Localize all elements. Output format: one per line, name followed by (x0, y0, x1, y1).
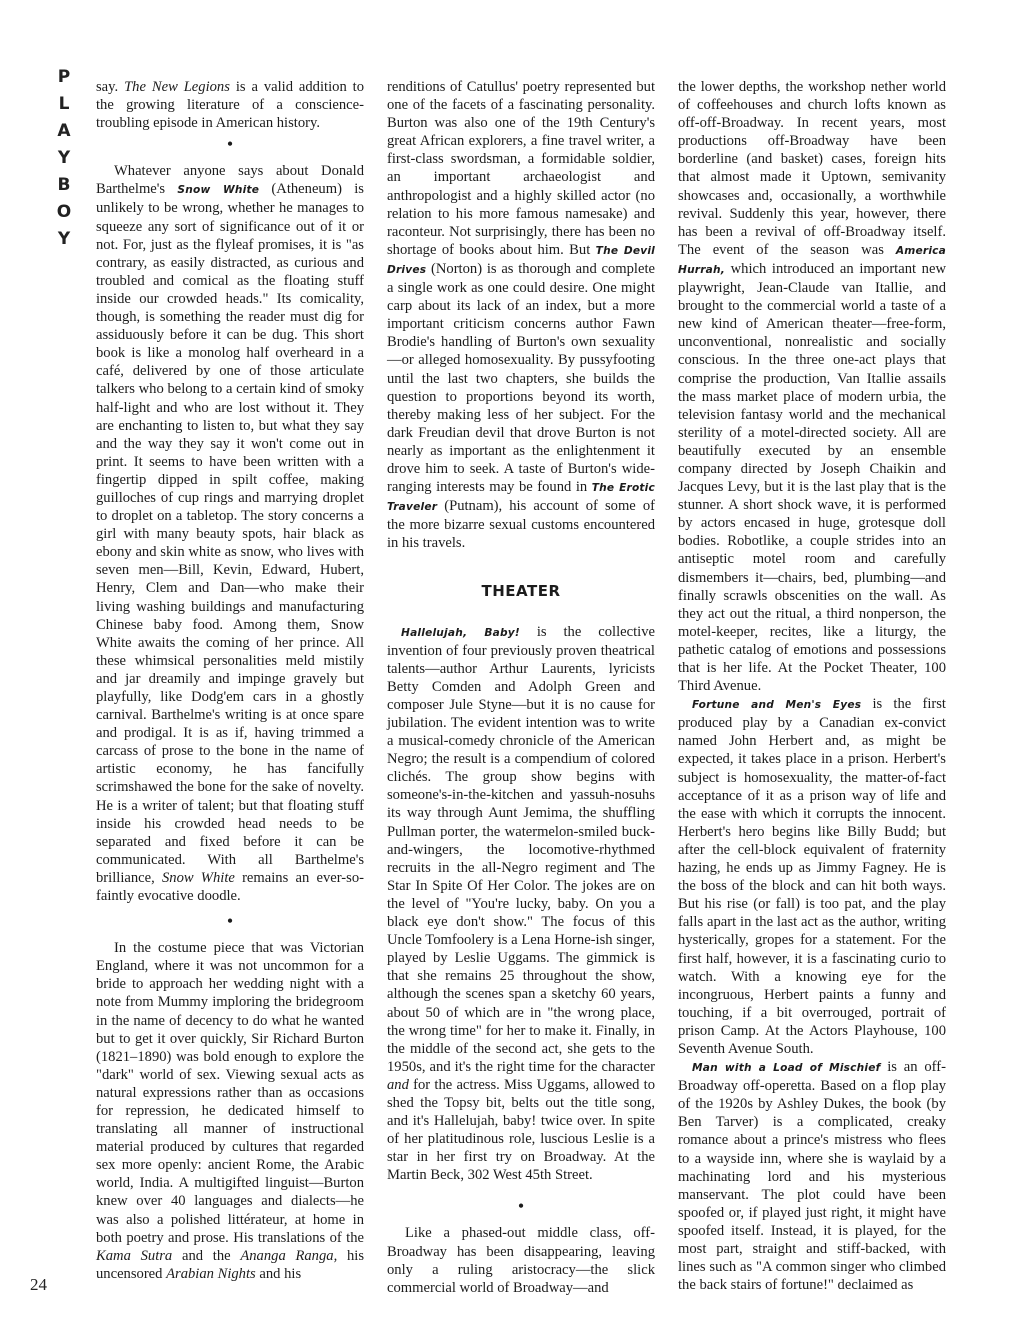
book-title: Kama Sutra (96, 1247, 173, 1264)
book-title: Arabian Nights (166, 1265, 256, 1282)
magazine-masthead (44, 64, 84, 304)
book-title: Snow White (161, 869, 235, 886)
book-title: Snow White (177, 184, 260, 197)
masthead-letter: L (58, 94, 70, 114)
paragraph: the lower depths, the workshop nether world of coffeehouses and church lofts known as off-off-Broadway. In recent years, most productions off-Broadway have been borderline (and basket) cases, foreign hits that almost made it Uptown, semivanity showcases and, occasionally, a worthwhile revival. Suddenly this year, however, there has been a revival of off-Broadway itself. The event of the season was America Hurrah, which introduced an important new playwright, Jean-Claude van Itallie, and brought to the commercial world a taste of a new kind of American theater—free-form, unconventional, nonrealistic and socially conscious. In the three one-act plays that comprise the production, Van Itallie assails the mass market place of modern urbia, the television fantasy world and the mechanical sterility of a motel-directed society. All are beautifully executed by an ensemble company directed by Joseph Chaikin and Jacques Levy, but it is the last play that is the stunner. A short shock wave, it is performed by actors encased in huge, grotesque doll bodies. Robotlike, a couple strides into an antiseptic motel room and carefully dismembers it—chairs, bed, plumbing—and finally scrawls obscenities on the wall. As they act out the ritual, a third nonperson, the motel-keeper, recites, like a liturgy, the pathetic catalog of emotions and possessions that is her life. At the Pocket Theater, 100 Third Avenue. (678, 79, 946, 695)
book-title: The New Legions (124, 79, 230, 95)
paragraph: Whatever anyone says about Donald Barthelme's Snow White (Atheneum) is unlikely to be wrong, whether he manages to squeeze any sort of significance out of it or not. For, just as the flyleaf promises, it is "as contrary, as easily distracted, as curious and troubled and comical as the floating stuff inside our crowded heads." Its comicality, though, is something the reader must dig for assiduously before it can be dug. This short book is like a monolog half overheard in a café, delivered by one of those articulate talkers who belong to a certain kind of smoky half-light and who are lost without it. They are enchanting to listen to, but what they say and the way they say it won't come out in print. It seems to have been written with a fingertip dipped in spilt coffee, making guilloches of cup rings and marrying droplet to droplet on a tabletop. The story concerns a girl with many beauty spots, hair black as ebony and skin white as snow, who lives with seven men—Bill, Kevin, Edward, Hubert, Henry, Clem and Dan—who make their living washing buildings and manufacturing Chinese baby food. Among them, Snow White awaits the coming of her prince. All these whimsical personalities meld mistily and jar dreamily and impinge gravely but playfully, like Dodg'em cars in a ghostly carnival. Barthelme's writing is at once spare and prodigal. It is as if, having trimmed a carcass of prose to the bone in the name of artistic economy, he has fancifully scrimshawed the bone for the sake of novelty. He is a writer of talent; but that floating stuff inside his crowded head needs to be separated and fixed before it can be communicated. With all Barthelme's brilliance, Snow White remains an ever-so-faintly evocative doodle. (96, 163, 364, 905)
section-divider-dot: • (226, 911, 234, 932)
play-title: America Hurrah, (678, 244, 946, 276)
masthead-letter: B (57, 175, 71, 195)
text-column-2 (387, 78, 655, 1297)
paragraph: Man with a Load of Mischief is an off-Broadway off-operetta. Based on a flop play of the 1920s by Ashley Dukes, the book (by Ben Tarver) is a complicated, creaky romance about a prince's mistress who flees to a wayside inn, where she is waylaid by a machinating lord and his mysterious manservant. The plot could have been spoofed or, if played just right, it might have spoofed itself. Instead, it is played, for the most part, straight and stiff-backed, with lines such as "A common singer who climbed the back stairs of fortune!" declaimed as (678, 1059, 946, 1294)
section-heading-theater: THEATER (481, 582, 561, 601)
book-title: The Devil Drives (387, 244, 656, 276)
masthead-letter: Y (57, 229, 71, 249)
play-title: Man with a Load of Mischief (692, 1062, 881, 1075)
book-title: Ananga Ranga, (240, 1247, 338, 1264)
section-divider-dot: • (226, 134, 234, 155)
masthead-letter: A (57, 121, 71, 141)
paragraph: In the costume piece that was Victorian England, where it was not uncommon for a bride to approach her wedding night with a note from Mummy imploring the bridegroom in the name of decency to do what he wanted but to get it over quickly, Sir Richard Burton (1821–1890) was bold enough to explore the "dark" world of sex. Viewing sexual acts as natural expressions rather than as occasions for repression, he dedicated himself to translating all manner of instructional material produced by cultures that regarded sex more openly: ancient Rome, the Arabic world, India. A multigifted linguist—Burton knew over 40 languages and dialects—he was also a polished littérateur, at home in both poetry and prose. His translations of the Kama Sutra and the Ananga Ranga, his uncensored Arabian Nights and his (96, 940, 364, 1282)
play-title: Hallelujah, Baby! (401, 626, 520, 639)
play-title: Fortune and Men's Eyes (692, 699, 862, 712)
masthead-letter: O (56, 202, 72, 222)
section-divider-dot: • (517, 1196, 525, 1217)
book-title: The Erotic Traveler (387, 482, 655, 514)
paragraph: Like a phased-out middle class, off-Broadway has been disappearing, leaving only a ruling aristocracy—the slick commercial world of Broadway—and (387, 1225, 655, 1296)
paragraph: renditions of Catullus' poetry represented but one of the facets of a fascinating personality. Burton was also one of the 19th Century's great African explorers, a fine travel writer, a first-class swordsman, a formidable soldier, an important archaeologist and anthropologist and a highly skilled actor (no relation to his more famous namesake) and raconteur. Not surprisingly, there has been no shortage of books about him. But The Devil Drives (Norton) is as thorough and complete a single work as one could desire. One might carp about its lack of an index, but a more important criticism concerns author Fawn Brodie's handling of Burton's own sexuality—or alleged homosexuality. By pussyfooting until the last two chapters, she builds the question to proportions beyond its worth, thereby making less of her subject. For the dark Freudian devil that drove Burton is not nearly as important as the enlightenment it drove him to seek. A taste of Burton's wide-ranging interests may be found in The Erotic Traveler (Putnam), his account of some of the more bizarre sexual customs encountered in his travels. (387, 79, 656, 552)
text-column-1 (96, 78, 364, 1283)
paragraph: Hallelujah, Baby! is the collective invention of four previously proven theatrical talents—author Arthur Laurents, lyricists Betty Comden and Adolph Green and composer Jule Styne—but it is no cause for jubilation. The evident intention was to write a musical-comedy chronicle of the American Negro; the result is a compendium of colored clichés. The group show begins with someone's-in-the-kitchen and yassuh-nosuhs its way through Aunt Jemima, the shuffling Pullman porter, the watermelon-smiled buck-and-wingers, the locomotive-rhythmed recruits in the all-Negro regiment and The Star In Spite Of Her Color. The jokes are on the level of "You're lucky, baby. On you a black eye don't show." The focus of this Uncle Tomfoolery is a Lena Horne-ish singer, played by Leslie Uggams. The gimmick is that she remains 25 throughout the show, although the scenes span a sketchy 60 years, about 50 of which are in "the wrong place, the wrong time" for her to make it. Finally, in the middle of the second act, she gets to the 1950s, and it's the right time for the character and for the actress. Miss Uggams, allowed to shed the Topsy bit, belts out the title song, and it's Hallelujah, baby! twice over. In spite of her platitudinous role, luscious Leslie is a star in her first try on Broadway. At the Martin Beck, 302 West 45th Street. (387, 623, 655, 1184)
paragraph: Fortune and Men's Eyes is the first produced play by a Canadian ex-convict named John Herbert and, as might be expected, it takes place in a prison. Herbert's subject is homosexuality, the matter-of-fact acceptance of it as a prison way of life and the ease with which it corrupts the innocent. Herbert's hero begins like Billy Budd; but after the cell-block equivalent of fraternity hazing, he ends up as Jimmy Fagney. He is the boss of the block and can hit both ways. But his rise (or fall) is too pat, and the play falls apart in the last act as the author, writing hysterically, gropes for a statement. For the first half, however, it is a fascinating curio to watch. With a knowing eye for the incongruous, Herbert paints a funny and touching, if a bit overrouged, portrait of prison Camp. At the Actors Playhouse, 100 Seventh Avenue South. (678, 696, 946, 1057)
paragraph: say. The New Legions is a valid addition to the growing literature of a conscience-troubling episode in American history. (96, 79, 364, 132)
text-column-3 (678, 78, 946, 1294)
masthead-letter: P (57, 67, 71, 87)
page-number: 24 (30, 1275, 47, 1294)
masthead-letter: Y (57, 148, 71, 168)
